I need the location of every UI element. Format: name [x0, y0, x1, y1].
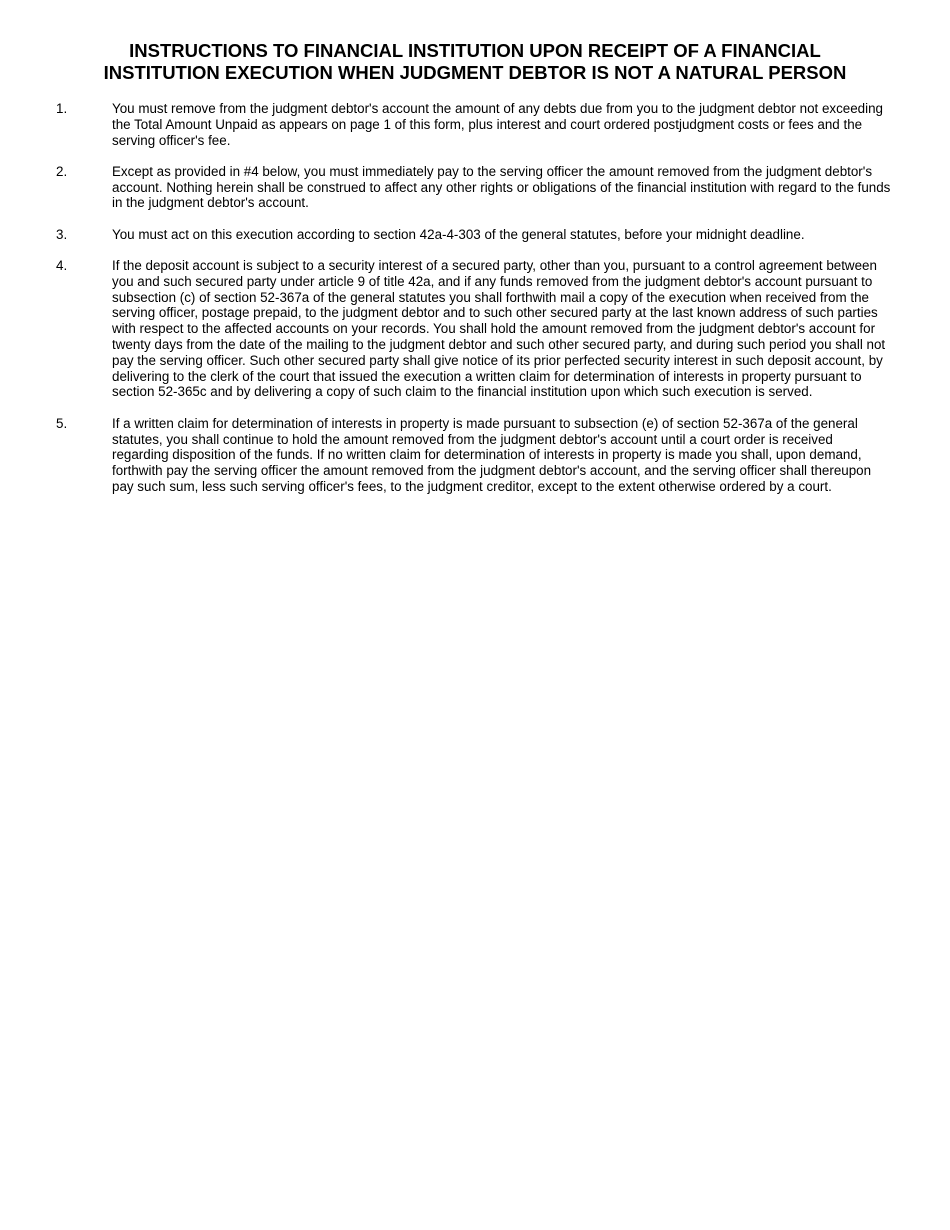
- instruction-list: [0, 101, 950, 510]
- instruction-number: 3.: [56, 226, 68, 242]
- instruction-text: If a written claim for determination of interests in property is made pursuant to subsection (e) of section 52-367a of the general statutes, you shall continue to hold the amount removed from the judgment debtor's account until a court order is received regarding disposition of the funds. If no written claim for determination of interests in property is made you shall, upon demand, forthwith pay the serving officer the amount removed from the judgment debtor's account, and the serving officer shall thereupon pay such sum, less such serving officer's fees, to the judgment creditor, except to the extent otherwise ordered by a court.: [112, 415, 872, 494]
- document-title-line-1: INSTRUCTIONS TO FINANCIAL INSTITUTION UPON RECEIPT OF A FINANCIAL: [129, 40, 821, 61]
- instruction-item-3: [0, 227, 950, 243]
- instruction-text: You must remove from the judgment debtor's account the amount of any debts due from you to the judgment debtor not exceeding the Total Amount Unpaid as appears on page 1 of this form, plus interest and court ordered postjudgment costs or fees and the serving officer's fee.: [112, 101, 884, 148]
- instruction-item-1: [0, 101, 950, 148]
- instruction-number: 2.: [56, 163, 68, 179]
- instruction-number: 4.: [56, 258, 68, 274]
- instruction-item-4: [0, 258, 950, 400]
- instruction-number: 1.: [56, 101, 68, 116]
- instruction-item-5: [0, 416, 950, 495]
- instruction-item-2: [0, 164, 950, 211]
- document-title: [40, 40, 910, 84]
- instruction-text: If the deposit account is subject to a security interest of a secured party, other than you, pursuant to a control agreement between you and such secured party under article 9 of title 42a, and if any funds removed from the judgment debtor's account pursuant to subsection (c) of section 52-367a of the general statutes you shall forthwith mail a copy of the execution when received from the serving officer, postage prepaid, to the judgment debtor and to such other secured party at the last known address of such parties with respect to the affected accounts on your records. You shall hold the amount removed from the judgment debtor's account for twenty days from the date of the mailing to the judgment debtor and such other secured party, and during such period you shall not pay the serving officer. Such other secured party shall give notice of its prior perfected security interest in such deposit account, by delivering to the clerk of the court that issued the execution a written claim for determination of interests in property pursuant to section 52-365c and by delivering a copy of such claim to the financial institution upon which such execution is served.: [112, 258, 886, 400]
- instruction-number: 5.: [56, 415, 68, 431]
- instruction-text: Except as provided in #4 below, you must immediately pay to the serving officer the amount removed from the judgment debtor's account. Nothing herein shall be construed to affect any other rights or obligations of the financial institution with regard to the funds in the judgment debtor's account.: [112, 163, 891, 211]
- document-title-line-2: INSTITUTION EXECUTION WHEN JUDGMENT DEBTOR IS NOT A NATURAL PERSON: [103, 62, 847, 83]
- instruction-text: You must act on this execution according to section 42a-4-303 of the general statutes, before your midnight deadline.: [112, 226, 805, 242]
